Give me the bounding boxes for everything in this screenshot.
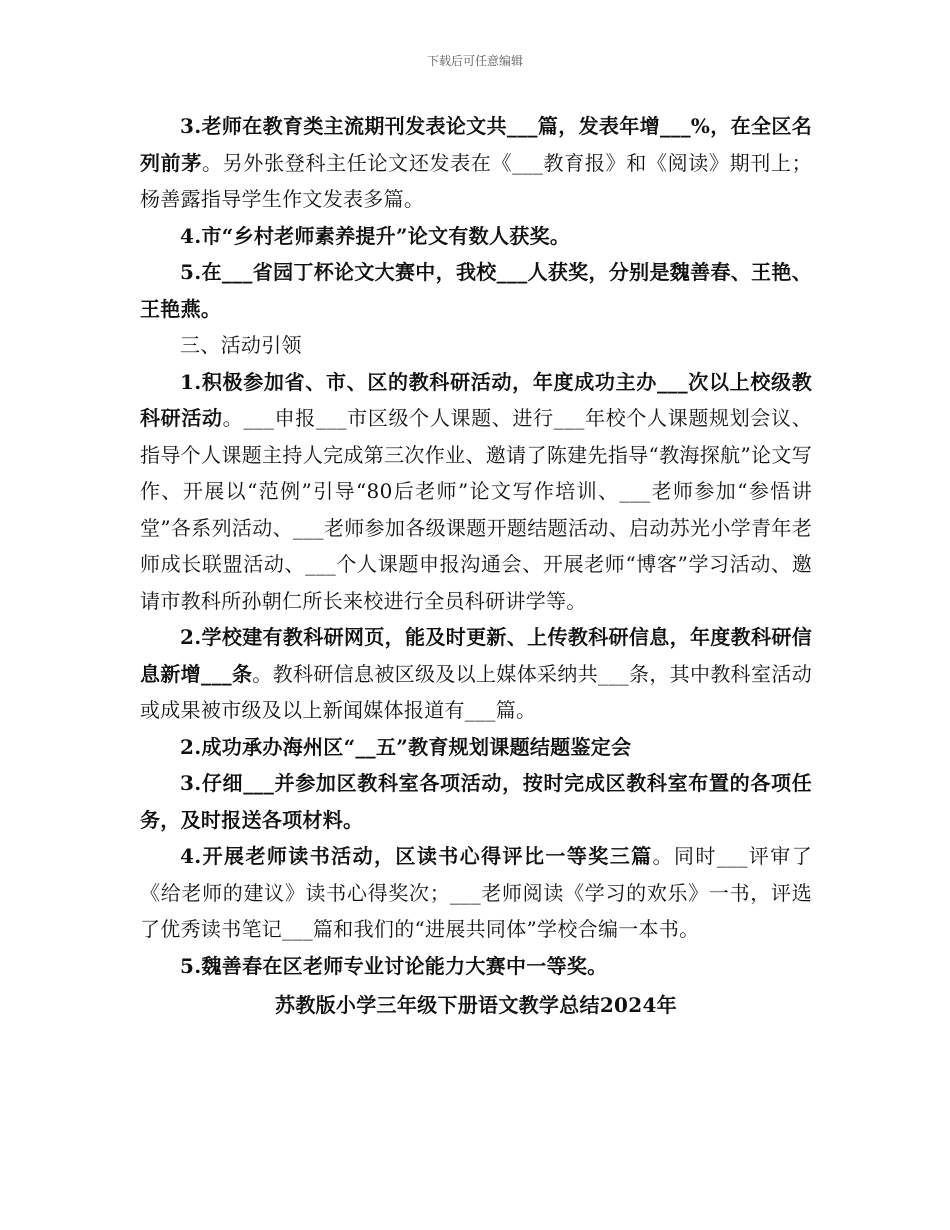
page-header-note: 下载后可任意编辑 bbox=[426, 54, 523, 68]
document-body bbox=[140, 108, 812, 1024]
paragraph-papers-published bbox=[140, 108, 812, 218]
section-heading-text: 三、活动引领 bbox=[180, 333, 302, 357]
paragraph-district-tasks bbox=[140, 765, 812, 838]
paragraph-research-webpage bbox=[140, 619, 812, 729]
paragraph-normal-text: 。___申报___市区级个人课题、进行___年校个人课题规划会议、指导个人课题主持人完成第三次作业、邀请了陈建先指导“教海探航”论文写作、开展以“范例”引导“80后老师”论文写作培训、___老师参加“参悟讲堂”各系列活动、___老师参加各级课题开题结题活动、启动苏光小学青年老师成长联盟活动、___个人课题申报沟通会、开展老师“博客”学习活动、邀请市教科所孙朝仁所长来校进行全员科研讲学等。 bbox=[140, 406, 812, 613]
paragraph-normal-text: 。另外张登科主任论文还发表在《___教育报》和《阅读》期刊上；杨善露指导学生作文发表多篇。 bbox=[140, 150, 812, 211]
paragraph-normal-text: 。同时___评审了《给老师的建议》读书心得奖次；___老师阅读《学习的欢乐》一书，评选了优秀读书笔记___篇和我们的“进展共同体”学校合编一本书。 bbox=[140, 844, 813, 941]
paragraph-reading-activity bbox=[140, 838, 812, 948]
paragraph-bold-text: 2.成功承办海州区“__五”教育规划课题结题鉴定会 bbox=[180, 734, 632, 759]
paragraph-competition-award bbox=[140, 948, 812, 985]
paragraph-bold-text: 4.市“乡村老师素养提升”论文有数人获奖。 bbox=[180, 223, 571, 248]
paragraph-rural-teacher-award bbox=[140, 218, 812, 255]
paragraph-bold-text: 1.积极参加省、市、区的教科研活动，年度成功主办___次以上校级教科研活动 bbox=[140, 369, 812, 430]
paragraph-bold-text: 5.魏善春在区老师专业讨论能力大赛中一等奖。 bbox=[180, 953, 608, 978]
paragraph-bold-text: 5.在___省园丁杯论文大赛中，我校___人获奖，分别是魏善春、王艳、王艳燕。 bbox=[140, 260, 812, 321]
paragraph-bold-text: 4.开展老师读书活动，区读书心得评比一等奖三篇 bbox=[180, 844, 653, 868]
paragraph-bold-text: 3.仔细___并参加区教科室各项活动，按时完成区教科室布置的各项任务，及时报送各项材料。 bbox=[140, 771, 812, 832]
paragraph-gardener-cup bbox=[140, 254, 812, 327]
paragraph-research-activities bbox=[140, 364, 812, 620]
section-heading-activity-lead bbox=[140, 327, 812, 364]
paragraph-bold-text: 3.老师在教育类主流期刊发表论文共___篇，发表年增___%，在全区名列前茅 bbox=[140, 114, 812, 175]
paragraph-appraisal-meeting bbox=[140, 729, 812, 766]
paragraph-normal-text: 。教科研信息被区级及以上媒体采纳共___条，其中教科室活动或成果被市级及以上新闻媒体报道有___篇。 bbox=[140, 661, 812, 722]
paragraph-bold-text: 2.学校建有教科研网页，能及时更新、上传教科研信息，年度教科研信息新增___条 bbox=[140, 625, 812, 686]
document-title: 苏教版小学三年级下册语文教学总结2024年 bbox=[275, 993, 677, 1017]
